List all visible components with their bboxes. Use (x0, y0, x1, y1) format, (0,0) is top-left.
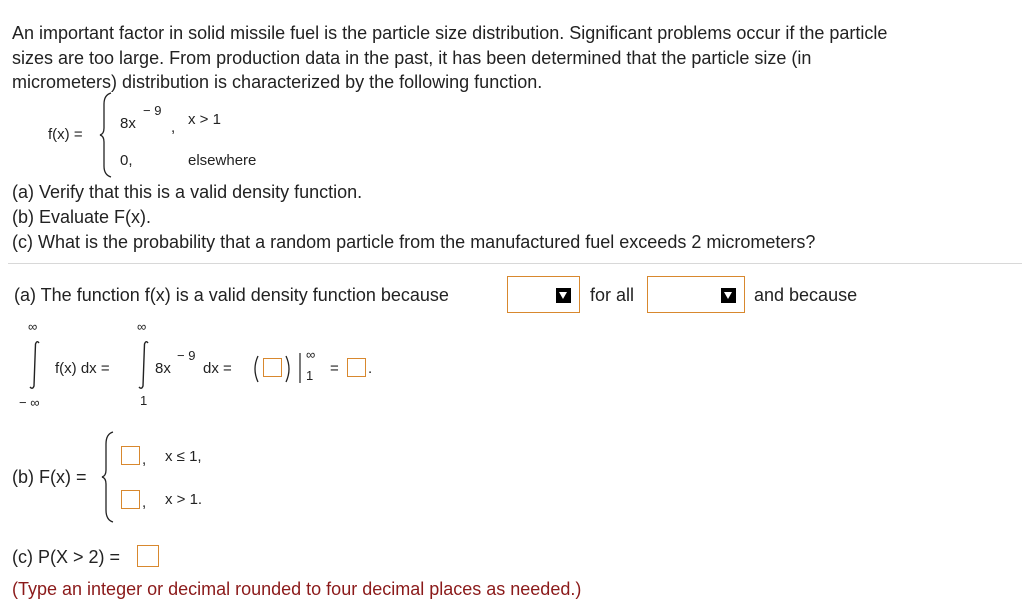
section-divider (8, 263, 1022, 264)
answer-c-label: (c) P(X > 2) = (12, 547, 121, 567)
integral-result-input[interactable] (347, 358, 366, 377)
antiderivative-input[interactable] (263, 358, 282, 377)
intro-line-2: sizes are too large. From production data in the past, it has been determined that the particle size (in (12, 48, 812, 68)
period: . (368, 360, 373, 377)
left-paren-icon (251, 355, 259, 383)
fx-label: f(x) = (48, 126, 83, 143)
integral1-upper: ∞ (28, 319, 38, 334)
cdf-case2-input[interactable] (121, 490, 140, 509)
integral2-base: 8x (155, 360, 171, 377)
intro-line-3: micrometers) distribution is characterized by the following function. (12, 72, 543, 92)
integral-sign-icon (137, 340, 151, 390)
rounding-hint: (Type an integer or decimal rounded to four decimal places as needed.) (12, 579, 582, 599)
answer-a-for-all: for all (590, 285, 635, 305)
part-c-prompt: (c) What is the probability that a random particle from the manufactured fuel exceeds 2 micrometers? (12, 232, 816, 252)
answer-a-text-start: (a) The function f(x) is a valid density function because (14, 285, 449, 305)
integral2-lower: 1 (140, 393, 148, 408)
cdf-case1-comma: , (142, 451, 147, 468)
case1-condition: x > 1 (188, 111, 221, 128)
right-paren-icon (285, 355, 293, 383)
reason-dropdown-1[interactable] (507, 276, 580, 313)
case2-condition: elsewhere (188, 152, 257, 169)
integral-sign-icon (28, 340, 42, 390)
integral1-lower: − ∞ (19, 395, 40, 410)
cdf-brace (102, 431, 116, 523)
cdf-case2-condition: x > 1. (165, 491, 203, 508)
probability-input[interactable] (137, 545, 159, 567)
answer-a-and-because: and because (754, 285, 858, 305)
piecewise-brace (100, 92, 114, 178)
cdf-case1-condition: x ≤ 1, (165, 448, 202, 465)
dropdown-arrow-icon (721, 288, 736, 303)
case1-exponent: − 9 (143, 103, 162, 118)
case1-separator: , (171, 119, 176, 136)
answer-b-label: (b) F(x) = (12, 467, 87, 487)
eval-lower-limit: 1 (306, 368, 314, 383)
cdf-case2-comma: , (142, 494, 147, 511)
cdf-case1-input[interactable] (121, 446, 140, 465)
intro-line-1: An important factor in solid missile fuel is the particle size distribution. Significant problems occur if the particle (12, 23, 888, 43)
part-b-prompt: (b) Evaluate F(x). (12, 207, 152, 227)
integral2-dx: dx = (203, 360, 232, 377)
part-a-prompt: (a) Verify that this is a valid density function. (12, 182, 363, 202)
case1-base: 8x (120, 115, 136, 132)
reason-dropdown-2[interactable] (647, 276, 745, 313)
equals-sign: = (330, 360, 339, 377)
integral2-upper: ∞ (137, 319, 147, 334)
dropdown-arrow-icon (556, 288, 571, 303)
integral2-exponent: − 9 (177, 348, 196, 363)
case2-value: 0, (120, 152, 133, 169)
evaluation-bar-icon (299, 353, 301, 383)
integral1-body: f(x) dx = (55, 360, 110, 377)
eval-upper-limit: ∞ (306, 347, 316, 362)
